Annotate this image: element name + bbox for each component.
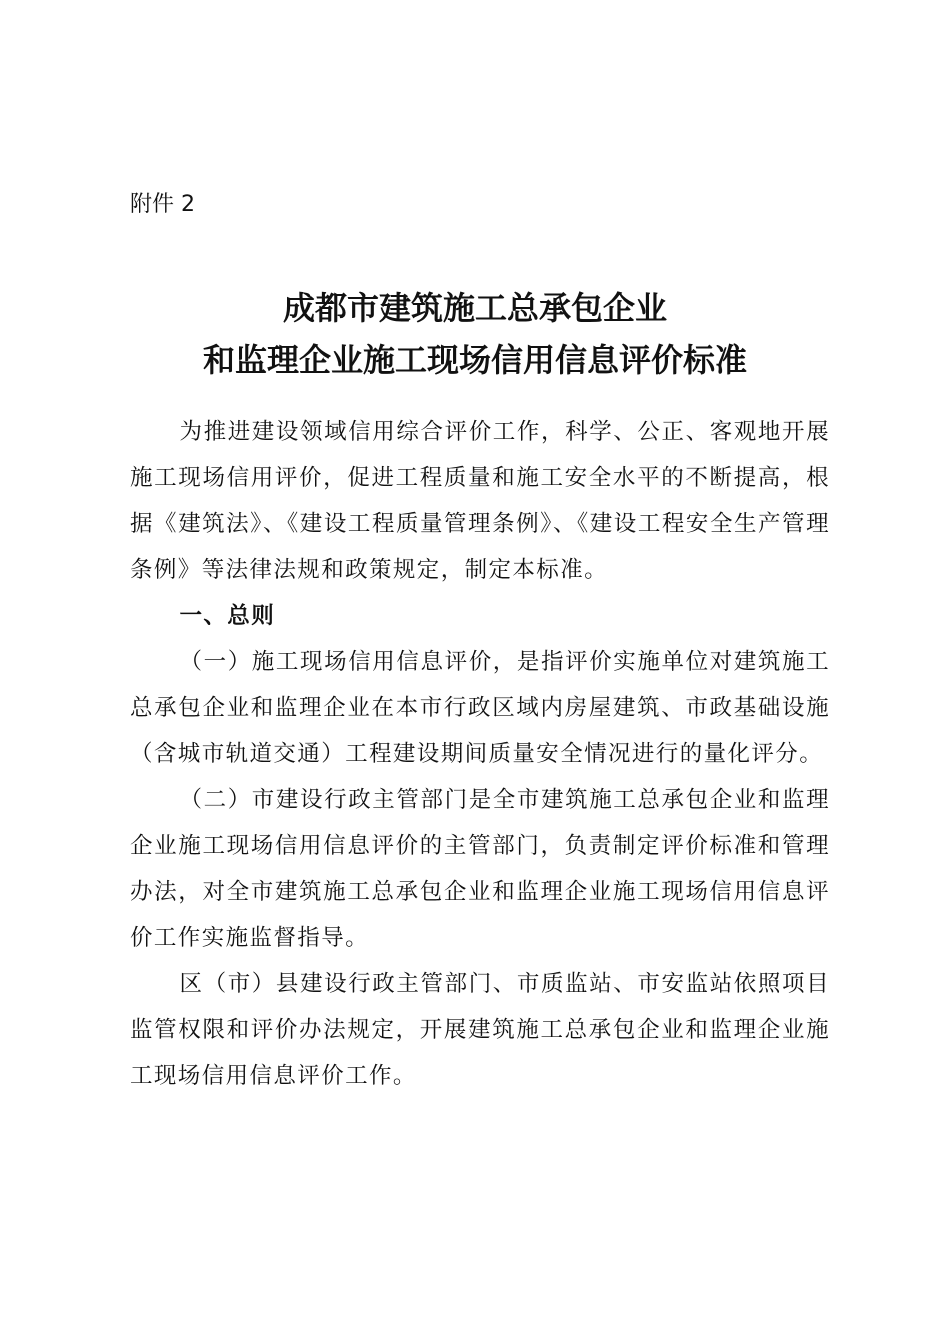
attachment-label: 附件 2	[130, 192, 195, 217]
document-body	[130, 409, 830, 1099]
intro-paragraph: 为推进建设领域信用综合评价工作，科学、公正、客观地开展施工现场信用评价，促进工程质量和施工安全水平的不断提高，根据《建筑法》、《建设工程质量管理条例》、《建设工程安全生产管理条例》等法律法规和政策规定，制定本标准。	[130, 419, 830, 583]
clause-paragraph-1: （一）施工现场信用信息评价，是指评价实施单位对建筑施工总承包企业和监理企业在本市行政区域内房屋建筑、市政基础设施（含城市轨道交通）工程建设期间质量安全情况进行的量化评分。	[130, 649, 830, 767]
title-line-2: 和监理企业施工现场信用信息评价标准	[202, 341, 747, 379]
section-heading: 一、总则	[179, 603, 276, 629]
clause-paragraph-3: 区（市）县建设行政主管部门、市质监站、市安监站依照项目监管权限和评价办法规定，开展建筑施工总承包企业和监理企业施工现场信用信息评价工作。	[130, 971, 830, 1089]
document-title	[0, 282, 950, 386]
title-line-1: 成都市建筑施工总承包企业	[282, 289, 667, 327]
clause-paragraph-2: （二）市建设行政主管部门是全市建筑施工总承包企业和监理企业施工现场信用信息评价的主管部门，负责制定评价标准和管理办法，对全市建筑施工总承包企业和监理企业施工现场信用信息评价工作实施监督指导。	[130, 787, 830, 951]
